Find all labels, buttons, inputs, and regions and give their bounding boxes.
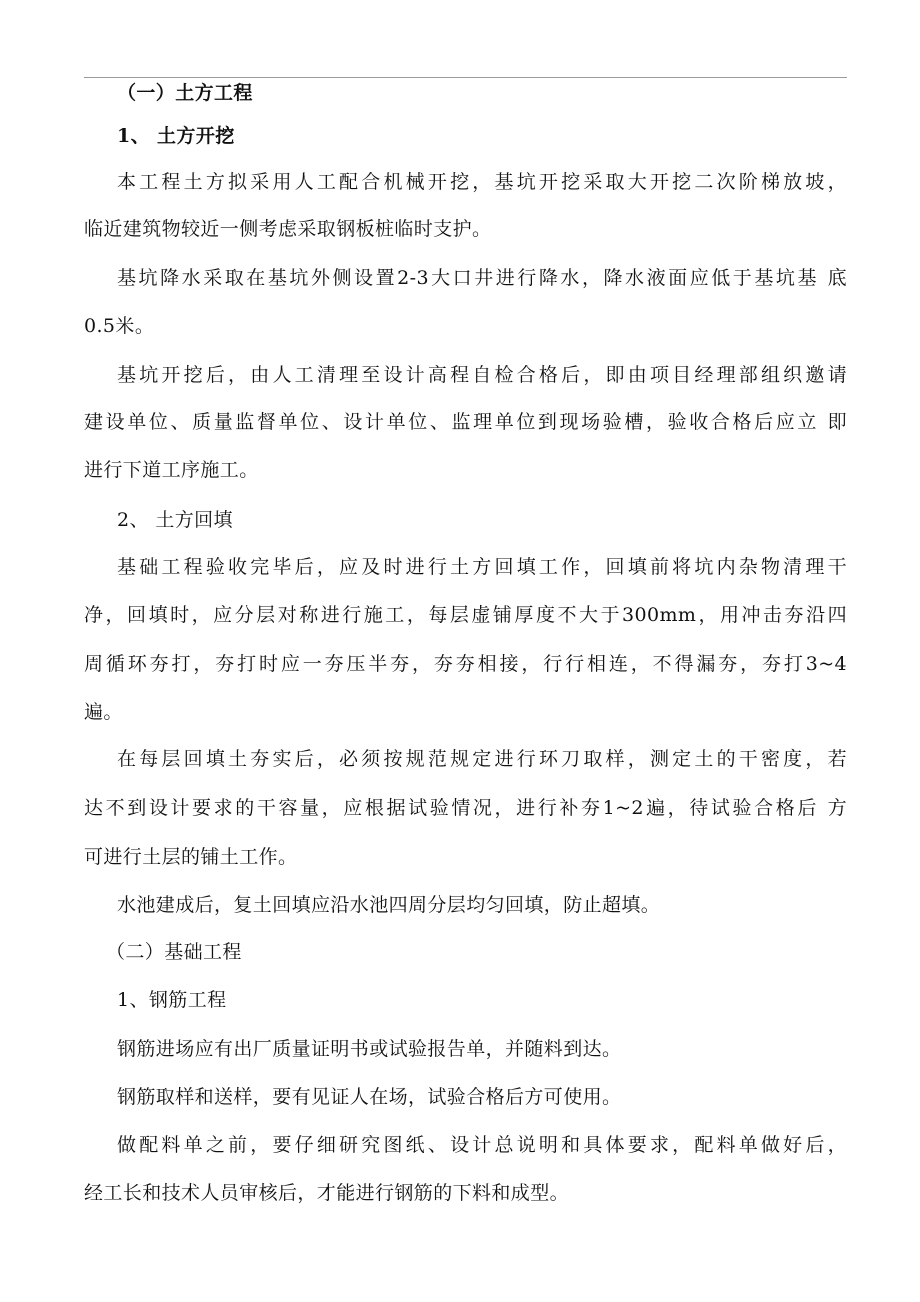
paragraph-line: 水池建成后，复土回填应沿水池四周分层均匀回填，防止超填。 [117, 894, 661, 916]
paragraph-line: 基础工程验收完毕后，应及时进行土方回填工作，回填前将坑内杂物清理干 [117, 556, 847, 578]
paragraph-line: 可进行土层的铺土工作。 [84, 846, 298, 868]
paragraph-line: 钢筋进场应有出厂质量证明书或试验报告单，并随料到达。 [117, 1038, 622, 1060]
paragraph-line: 经工长和技术人员审核后，才能进行钢筋的下料和成型。 [84, 1182, 570, 1204]
paragraph-line: 在每层回填土夯实后，必须按规范规定进行环刀取样，测定土的干密度，若 [117, 748, 847, 770]
paragraph-line: 净，回填时，应分层对称进行施工，每层虚铺厚度不大于300mm，用冲击夯沿四 [84, 604, 847, 626]
paragraph-line: 进行下道工序施工。 [84, 459, 259, 481]
subheading-backfill: 2、 土方回填 [117, 509, 233, 531]
paragraph-line: 周循环夯打，夯打时应一夯压半夯，夯夯相接，行行相连，不得漏夯，夯打3~4 [84, 653, 847, 675]
paragraph-line: 基坑开挖后，由人工清理至设计高程自检合格后，即由项目经理部组织邀请 [117, 364, 847, 386]
section-heading-foundation: （二）基础工程 [106, 941, 242, 963]
paragraph-line: 临近建筑物较近一侧考虑采取钢板桩临时支护。 [84, 218, 492, 240]
paragraph-line: 本工程土方拟采用人工配合机械开挖，基坑开挖采取大开挖二次阶梯放坡， [117, 171, 847, 193]
paragraph-line: 0.5米。 [84, 315, 155, 337]
subheading-excavation: 1、 土方开挖 [117, 125, 235, 147]
paragraph-line: 建设单位、质量监督单位、设计单位、监理单位到现场验槽，验收合格后应立 即 [84, 411, 847, 433]
subheading-rebar: 1、钢筋工程 [117, 989, 227, 1011]
paragraph-line: 做配料单之前，要仔细研究图纸、设计总说明和具体要求，配料单做好后， [117, 1134, 847, 1156]
paragraph-line: 遍。 [84, 701, 123, 723]
section-heading-earthwork: （一）土方工程 [117, 82, 253, 104]
paragraph-line: 达不到设计要求的干容量，应根据试验情况，进行补夯1~2遍，待试验合格后 方 [84, 797, 847, 819]
paragraph-line: 基坑降水采取在基坑外侧设置2-3大口井进行降水，降水液面应低于基坑基 底 [117, 267, 847, 289]
paragraph-line: 钢筋取样和送样，要有见证人在场，试验合格后方可使用。 [117, 1086, 622, 1108]
